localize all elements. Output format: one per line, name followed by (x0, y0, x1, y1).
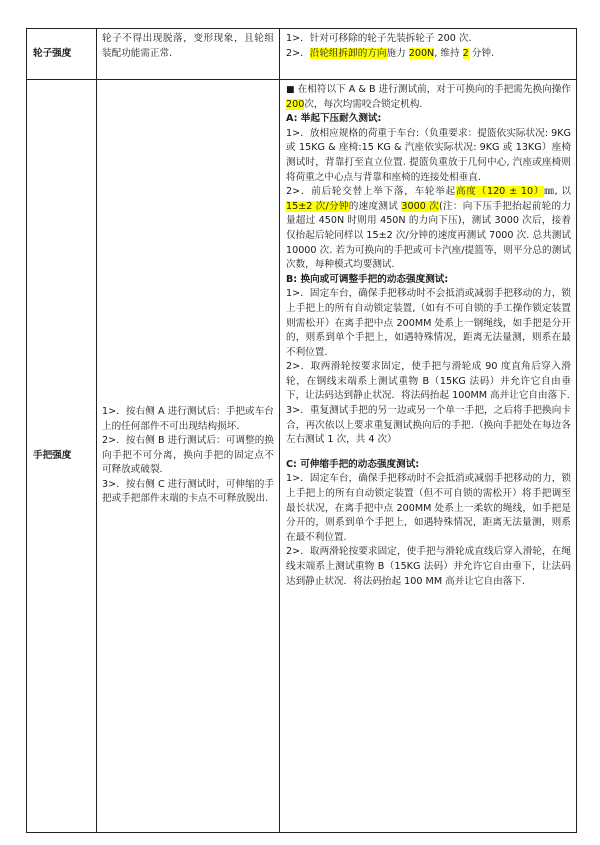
section-a-step-1: 1>．放相应规格的荷重于车台:（负重要求：提篮依实际状况: 9KG 或 15KG & 座椅:15 KG & 汽座依实际状况: 9KG 或 13KG）座椅测试时，背靠打至直立位置. 提篮负重放于几何中心, 汽座或座椅则将荷重之中心点与背靠和座椅的连接处相垂直. (286, 127, 571, 183)
step-1: 1>．针对可移除的轮子先装拆轮子 200 次. (286, 33, 472, 44)
table-row (27, 29, 577, 80)
spec-table (26, 28, 577, 833)
section-a-step-2: 2>．前后轮交替上举下落，车轮举起高度（120 ± 10）㎜, 以 15±2 次/分钟的速度测试 3000 次(注：向下压手把抬起前轮的力量超过 450N 时则用 450N 的力向下压)，测试 3000 次后，接着仅抬起后轮同样以 15±2 次/分钟的速度再测试 7000 次. 总共测试 10000 次. 若为可换向的手把或可卡汽座/提篮等，则平分总的测试次数，每种模式均要测试. (286, 186, 571, 271)
requirement-handle-strength (97, 80, 280, 833)
requirement-wheel-strength (97, 29, 280, 80)
spacer (286, 448, 571, 458)
requirement-item: 1>．按右侧 A 进行测试后：手把或车台上的任何部件不可出现结构损坏. (102, 405, 274, 432)
section-c-step-2: 2>．取两滑轮按要求固定，使手把与滑轮成直线后穿入滑轮，在绳线末端系上测试重物 B（15KG 法码）并允许它自由垂下，让法码达到静止状况．将法码抬起 100 MM 高并让它自由落下. (286, 546, 571, 587)
section-b-step-1: 1>．固定车台，确保手把移动时不会抵消或减弱手把移动的力，锁上手把上的所有自动锁定装置,（如有不可自锁的手工操作锁定装置则需松开）在离手把中点 200MM 处系上一钢绳线，如手把是分开的，则系到单个手把上，如遇特殊情况，距离无法量测，则系在最不利位置. (286, 288, 571, 358)
square-bullet-icon: ■ (286, 85, 295, 95)
table-row (27, 80, 577, 833)
method-wheel-strength (280, 29, 577, 80)
section-b-step-2: 2>．取两滑轮按要求固定，使手把与滑轮成 90 度直角后穿入滑轮，在钢线末端系上测试重物 B（15KG 法码）并允许它自由垂下，让法码达到静止状况．将法码抬起 100MM 高并让它自由落下. (286, 361, 571, 402)
requirement-item: 3>．按右侧 C 进行测试时，可伸缩的手把或手把部件末端的卡点不可释放脱出. (102, 478, 274, 505)
section-a-title: A: 举起下压耐久测试: (286, 113, 382, 125)
category-handle-strength: 手把强度 (27, 80, 97, 833)
section-b-step-3: 3>．重复测试手把的另一边或另一个单一手把，之后将手把换向卡合，再次依以上要求重复测试换向后的手把.（换向手把处在每边各左右测试 1 次，共 4 次） (286, 405, 571, 446)
step-2: 2>．沿轮组拆卸的方向施力 200N, 维持 2 分钟. (286, 47, 494, 59)
requirement-text: 轮子不得出现脱落，变形现象，且轮组装配功能需正常. (102, 33, 274, 59)
section-c-title: C: 可伸缩手把的动态强度测试: (286, 458, 420, 470)
category-wheel-strength: 轮子强度 (27, 29, 97, 80)
intro-paragraph: ■ 在相符以下 A & B 进行测试前，对于可换向的手把需先换向操作 200次，每次均需咬合锁定机构. (286, 84, 571, 110)
method-handle-strength (280, 80, 577, 833)
requirement-item: 2>．按右侧 B 进行测试后：可调整的换向手把不可分离，换向手把的固定点不可释放或破裂. (102, 435, 274, 476)
section-b-title: B: 换向或可调整手把的动态强度测试: (286, 273, 449, 285)
section-c-step-1: 1>．固定车台，确保手把移动时不会抵消或减弱手把移动的力，锁上手把上的所有自动锁定装置（但不可自锁的需松开）将手把调至最长状况，在离手把中点 200MM 处系上一柔软的绳线，如手把是分开的，则系到单个手把上，如遇特殊情况，距离无法量测，则系在最不利位置. (286, 473, 571, 543)
